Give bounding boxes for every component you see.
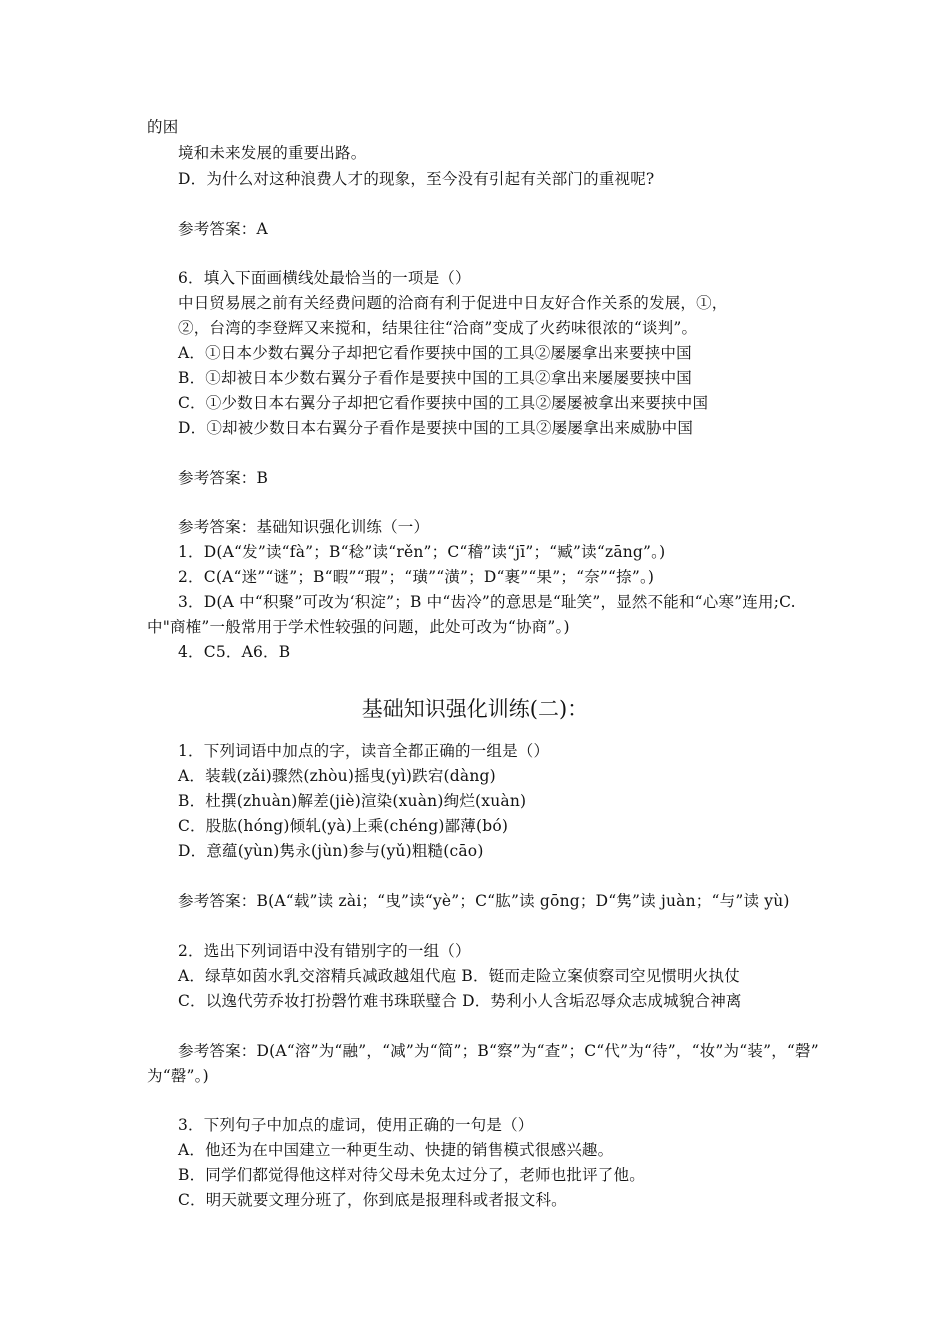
text-line: ②，台湾的李登辉又来搅和，结果往往“洽商”变成了火药味很浓的“谈判”。 bbox=[178, 319, 698, 337]
option-line: A．他还为在中国建立一种更生动、快捷的销售模式很感兴趣。 bbox=[178, 1141, 614, 1159]
option-line: A．装载(zǎi)骤然(zhòu)摇曳(yì)跌宕(dàng) bbox=[178, 767, 496, 785]
text-line: 的困 bbox=[147, 118, 179, 136]
text-line: 中"商榷”一般常用于学术性较强的问题，此处可改为“协商”。) bbox=[147, 618, 570, 636]
option-line: B．杜撰(zhuàn)解差(jiè)渲染(xuàn)绚烂(xuàn) bbox=[178, 792, 527, 810]
text-line: 1．D(A“发”读“fà”；B“稔”读“rěn”；C“稽”读“jī”；“臧”读“zāng”。) bbox=[178, 543, 666, 561]
text-line: D．为什么对这种浪费人才的现象，至今没有引起有关部门的重视呢? bbox=[178, 170, 655, 188]
question-line: 1．下列词语中加点的字，读音全都正确的一组是（） bbox=[178, 742, 550, 760]
option-line: A．①日本少数右翼分子却把它看作要挟中国的工具②屡屡拿出来要挟中国 bbox=[178, 344, 692, 362]
question-line: 2．选出下列词语中没有错别字的一组（） bbox=[178, 942, 471, 960]
question-line: 3．下列句子中加点的虚词，使用正确的一句是（） bbox=[178, 1116, 534, 1134]
text-line: 为“罄”。) bbox=[147, 1067, 209, 1085]
answer-line: 参考答案：基础知识强化训练（一） bbox=[178, 518, 430, 536]
option-line: C．股肱(hóng)倾轧(yà)上乘(chéng)鄙薄(bó) bbox=[178, 817, 509, 835]
option-line: D．①却被少数日本右翼分子看作是要挟中国的工具②屡屡拿出来威胁中国 bbox=[178, 419, 694, 437]
option-line: C．以逸代劳乔妆打扮磬竹难书珠联璧合 D．势利小人含垢忍辱众志成城貌合神离 bbox=[178, 992, 742, 1010]
text-line: 2．C(A“迷”“谜”；B“暇”“瑕”；“璜”“潢”；D“裹”“果”；“奈”“捺”。) bbox=[178, 568, 655, 586]
answer-line: 参考答案：A bbox=[178, 220, 268, 238]
answer-line: 参考答案：B bbox=[178, 469, 269, 487]
text-line: 4．C5．A6．B bbox=[178, 643, 291, 661]
text-line: 中日贸易展之前有关经费问题的洽商有利于促进中日友好合作关系的发展，①， bbox=[178, 294, 728, 312]
text-line: 3．D(A 中“积聚”可改为‘积淀”；B 中“齿冷”的意思是“耻笑”，显然不能和“心寒”连用;C. bbox=[178, 593, 796, 611]
option-line: D．意蕴(yùn)隽永(jùn)参与(yǔ)粗糙(cāo) bbox=[178, 842, 484, 860]
option-line: B．①却被日本少数右翼分子看作是要挟中国的工具②拿出来屡屡要挟中国 bbox=[178, 369, 692, 387]
option-line: B．同学们都觉得他这样对待父母未免太过分了，老师也批评了他。 bbox=[178, 1166, 645, 1184]
option-line: C．①少数日本右翼分子却把它看作要挟中国的工具②屡屡被拿出来要挟中国 bbox=[178, 394, 709, 412]
answer-line: 参考答案：D(A“溶”为“融”，“减”为“简”；B“察”为“查”；C“代”为“待”，“妆”为“装”，“磬” bbox=[178, 1042, 819, 1060]
option-line: A．绿草如茵水乳交溶精兵减政越俎代庖 B．铤而走险立案侦察司空见惯明火执仗 bbox=[178, 967, 740, 985]
text-line: 境和未来发展的重要出路。 bbox=[178, 144, 367, 162]
question-line: 6．填入下面画横线处最恰当的一项是（） bbox=[178, 269, 471, 287]
answer-line: 参考答案：B(A“载”读 zài；“曳”读“yè”；C“肱”读 gōng；D“隽”读 juàn；“与”读 yù) bbox=[178, 892, 790, 910]
section-heading: 基础知识强化训练(二)： bbox=[361, 697, 589, 721]
option-line: C．明天就要文理分班了，你到底是报理科或者报文科。 bbox=[178, 1191, 567, 1209]
